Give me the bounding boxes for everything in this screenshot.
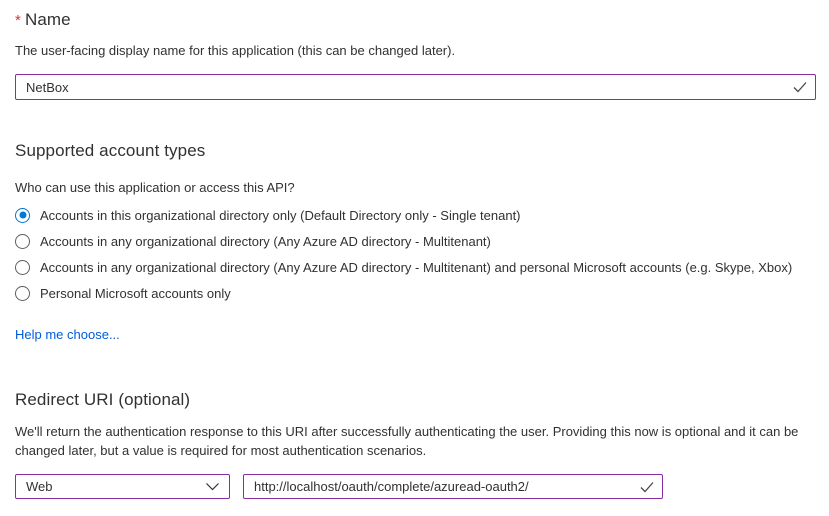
required-asterisk: * <box>15 12 21 29</box>
redirect-uri-input[interactable] <box>243 474 663 499</box>
radio-option-multitenant[interactable] <box>15 228 792 254</box>
redirect-uri-description: We'll return the authentication response to this URI after successfully authenticating the user. Providing this now is optional and it can be changed later, but a value is required for most authentication scenarios. <box>15 424 799 458</box>
radio-option-personal-only[interactable] <box>15 280 792 306</box>
radio-option-label: Accounts in this organizational directory only (Default Directory only - Single tenant) <box>40 207 521 223</box>
radio-unselected-icon <box>15 234 30 249</box>
radio-option-single-tenant[interactable] <box>15 202 792 228</box>
radio-option-label: Accounts in any organizational directory (Any Azure AD directory - Multitenant) and personal Microsoft accounts (e.g. Skype, Xbox) <box>40 259 793 275</box>
name-description: The user-facing display name for this application (this can be changed later). <box>15 43 456 58</box>
name-section-title <box>15 10 71 30</box>
radio-option-multitenant-personal[interactable] <box>15 254 792 280</box>
radio-option-label: Personal Microsoft accounts only <box>40 285 231 301</box>
radio-option-label: Accounts in any organizational directory (Any Azure AD directory - Multitenant) <box>40 233 491 249</box>
chevron-down-icon <box>206 483 219 491</box>
radio-selected-icon <box>15 208 30 223</box>
name-input[interactable] <box>15 74 816 100</box>
redirect-uri-input-wrap <box>243 474 663 499</box>
name-title-text: Name <box>24 10 71 29</box>
name-input-wrap <box>15 74 816 100</box>
help-me-choose-link[interactable]: Help me choose... <box>15 327 120 342</box>
platform-select[interactable] <box>15 474 230 499</box>
account-types-question: Who can use this application or access this API? <box>15 180 295 195</box>
radio-unselected-icon <box>15 260 30 275</box>
account-types-title: Supported account types <box>15 141 206 160</box>
radio-unselected-icon <box>15 286 30 301</box>
account-types-radio-group <box>15 202 792 306</box>
platform-select-value: Web <box>26 479 53 494</box>
redirect-uri-title: Redirect URI (optional) <box>15 390 191 409</box>
